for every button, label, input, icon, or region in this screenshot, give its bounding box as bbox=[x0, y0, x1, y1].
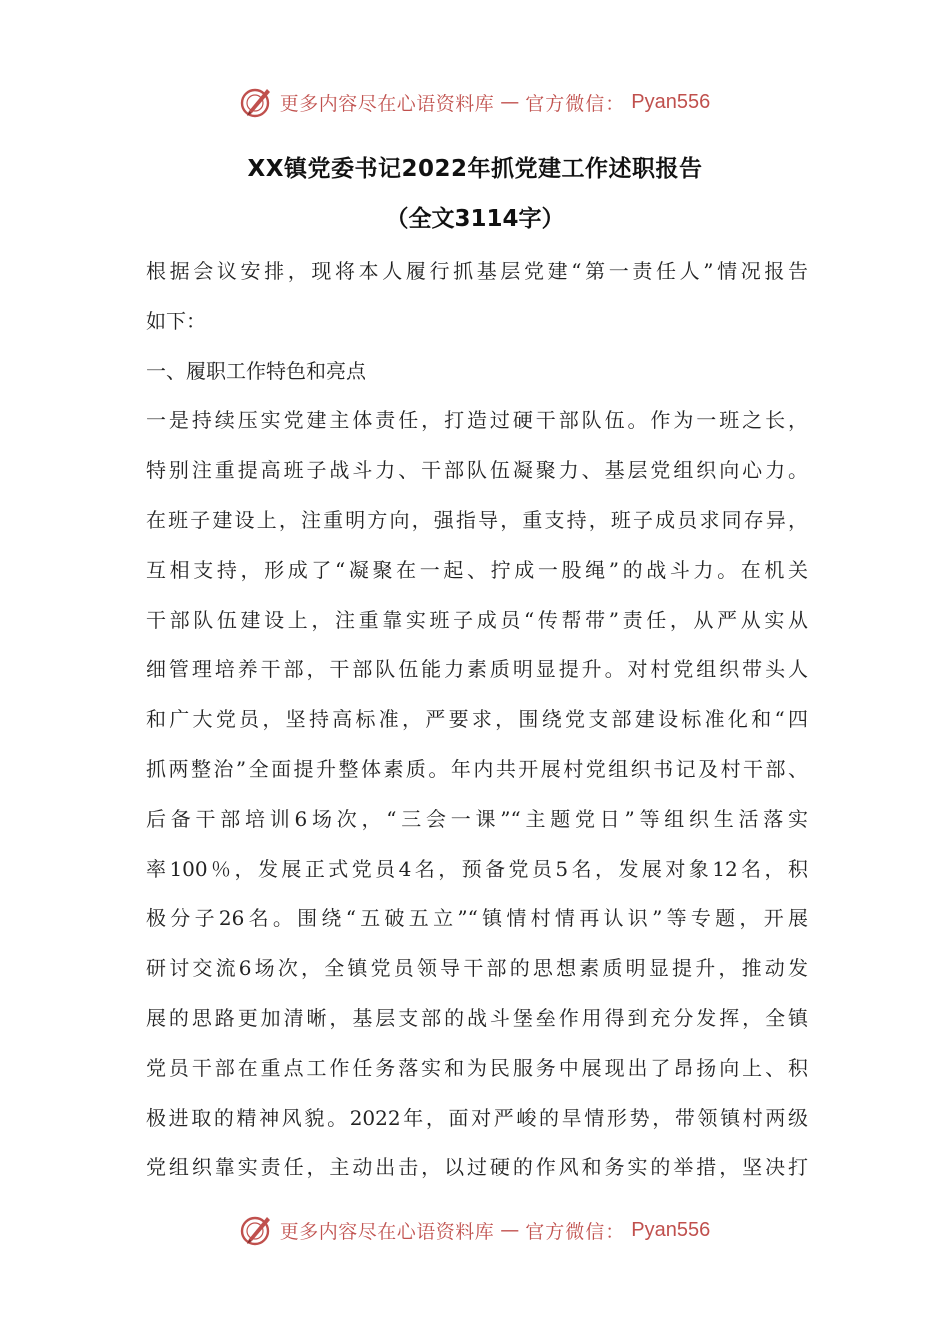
watermark-wechat-id: Pyan556 bbox=[631, 90, 711, 113]
body-line: 互相支持，形成了“凝聚在一起、拧成一股绳”的战斗力。在机关 bbox=[146, 557, 808, 582]
pen-circle-logo-icon bbox=[240, 85, 274, 119]
body-line: 干部队伍建设上，注重靠实班子成员“传帮带”责任，从严从实从 bbox=[146, 607, 808, 632]
body-line: 极进取的精神风貌。2022年，面对严峻的旱情形势，带领镇村两级 bbox=[146, 1105, 808, 1130]
watermark-banner-top[interactable] bbox=[0, 82, 950, 122]
document-title: XX镇党委书记2022年抓党建工作述职报告 bbox=[247, 156, 703, 182]
body-line: 抓两整治”全面提升整体素质。年内共开展村党组织书记及村干部、 bbox=[146, 756, 808, 781]
body-line: 细管理培养干部，干部队伍能力素质明显提升。对村党组织带头人 bbox=[146, 657, 808, 682]
body-line: 一是持续压实党建主体责任，打造过硬干部队伍。作为一班之长， bbox=[146, 408, 808, 433]
body-line: 展的思路更加清晰，基层支部的战斗堡垒作用得到充分发挥，全镇 bbox=[146, 1005, 808, 1030]
watermark-banner-bottom[interactable] bbox=[0, 1210, 950, 1250]
body-line: 后备干部培训6场次，“三会一课”“主题党日”等组织生活落实 bbox=[146, 806, 808, 831]
body-line: 特别注重提高班子战斗力、干部队伍凝聚力、基层党组织向心力。 bbox=[146, 458, 808, 483]
watermark-wechat-id: Pyan556 bbox=[631, 1218, 711, 1241]
body-line: 党员干部在重点工作任务落实和为民服务中展现出了昂扬向上、积 bbox=[146, 1055, 808, 1080]
watermark-wechat-label: 官方微信： bbox=[525, 92, 626, 115]
body-line: 党组织靠实责任，主动出击，以过硬的作风和务实的举措，坚决打 bbox=[146, 1155, 808, 1180]
body-line: 研讨交流6场次，全镇党员领导干部的思想素质明显提升，推动发 bbox=[146, 956, 808, 981]
watermark-wechat-label: 官方微信： bbox=[525, 1220, 626, 1243]
document-subtitle: （全文3114字） bbox=[385, 206, 565, 232]
body-line: 如下： bbox=[146, 308, 206, 333]
body-line: 根据会议安排，现将本人履行抓基层党建“第一责任人”情况报告 bbox=[146, 259, 808, 283]
pen-circle-logo-icon bbox=[240, 1213, 274, 1247]
body-line: 极分子26名。围绕“五破五立”“镇情村情再认识”等专题，开展 bbox=[146, 906, 808, 931]
body-line: 在班子建设上，注重明方向，强指导，重支持，班子成员求同存异， bbox=[146, 507, 808, 532]
watermark-site-text: 更多内容尽在心语资料库 bbox=[279, 1220, 495, 1243]
watermark-site-text: 更多内容尽在心语资料库 bbox=[279, 92, 495, 115]
body-line: 率100％，发展正式党员4名，预备党员5名，发展对象12名，积 bbox=[146, 856, 808, 881]
watermark-dash: — bbox=[500, 1219, 520, 1241]
body-line: 和广大党员，坚持高标准，严要求，围绕党支部建设标准化和“四 bbox=[146, 707, 808, 732]
document-body bbox=[146, 250, 808, 1196]
watermark-dash: — bbox=[500, 91, 520, 113]
section-heading: 一、履职工作特色和亮点 bbox=[146, 358, 366, 383]
